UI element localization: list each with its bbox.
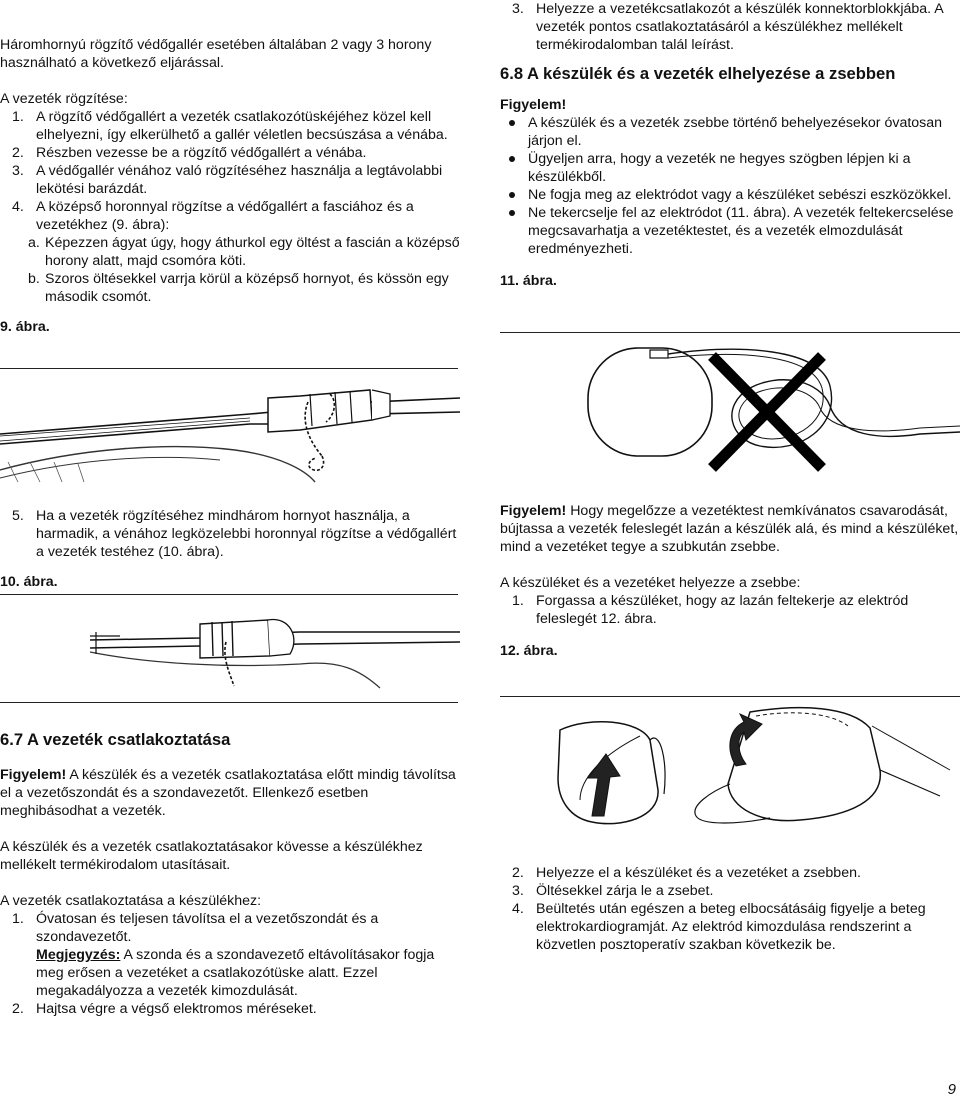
list-item: 3. Öltésekkel zárja le a zsebet.: [512, 883, 714, 899]
section-heading-6-8: 6.8 A készülék és a vezeték elhelyezése a zsebben: [500, 64, 896, 83]
list-item: 1. Óvatosan és teljesen távolítsa el a vezetőszondát és a szondavezetőt.: [12, 911, 379, 945]
right-mid-section: [500, 502, 960, 660]
figure-10-collar-three-grooves: [0, 598, 460, 692]
left-top-section: [0, 36, 460, 336]
section-rule: [0, 702, 458, 703]
figure-12-rule: [500, 696, 960, 697]
warning-paragraph: Figyelem! Hogy megelőzze a vezetéktest nemkívánatos csavarodását, bújtassa a vezeték feleslegét lazán a készülék alá, és mind a készüléket, mind a vezetéket tegye a szubkután zsebbe.: [500, 503, 959, 555]
list-subitem: a. Képezzen ágyat úgy, hogy áthurkol egy öltést a fascián a középső horony alatt, majd csomóra köti.: [28, 235, 460, 269]
list-item: 3. Helyezze a vezetékcsatlakozót a készülék konnektorblokkjába. A vezeték pontos csatlakoztatásáról a készülékhez mellékelt termékirodalomban talál leírást.: [512, 1, 943, 53]
figure-11-coiled-lead-crossed-out: [500, 336, 960, 474]
left-bottom-section: [0, 730, 460, 1018]
section-heading-6-7: 6.7 A vezeték csatlakoztatása: [0, 730, 231, 749]
left-mid-section: [0, 507, 460, 591]
list-item: 2. Hajtsa végre a végső elektromos méréseket.: [12, 1001, 317, 1017]
list-item: 1. Forgassa a készüléket, hogy az lazán feltekerje az elektród feleslegét 12. ábra.: [512, 593, 909, 627]
list-item: 4. Beültetés után egészen a beteg elbocsátásáig figyelje a beteg elektrokardiogramját. Az elektród kimozdulása rendszerint a közvetlen posztoperatív szakban következik be.: [512, 901, 926, 953]
intro-paragraph: A készüléket és a vezetéket helyezze a zsebbe:: [500, 575, 801, 591]
figure-9-label: 9. ábra.: [0, 319, 50, 335]
note-item: Megjegyzés: A szonda és a szondavezető eltávolításakor fogja meg erősen a vezetéket a csatlakozótüske alatt. Ezzel megakadályozza a vezeték kimozdulását.: [36, 947, 435, 999]
figure-12-label: 12. ábra.: [500, 643, 558, 659]
bullet-icon: [509, 192, 515, 198]
subheading-csatlakoztatas: A vezeték csatlakoztatása a készülékhez:: [0, 893, 262, 909]
list-item: 5. Ha a vezeték rögzítéséhez mindhárom hornyot használja, a harmadik, a vénához legközelebbi horonnyal rögzítse a védőgallért a vezeték testéhez (10. ábra).: [12, 508, 457, 560]
figure-10-label: 10. ábra.: [0, 574, 58, 590]
figure-12-rotating-device-into-pocket: [500, 700, 960, 836]
figure-11-rule: [500, 332, 960, 333]
bullet-icon: [509, 210, 515, 216]
warning-bullets: [500, 114, 960, 258]
list-item: 4. A középső horonnyal rögzítse a védőgallért a fasciához és a vezetékhez (9. ábra):: [12, 199, 414, 233]
instructions-paragraph: A készülék és a vezeték csatlakoztatásakor kövesse a készülékhez mellékelt termékirodalom utasításait.: [0, 839, 423, 873]
subheading-rogzites: A vezeték rögzítése:: [0, 91, 128, 107]
figure-10-rule: [0, 594, 458, 595]
bullet-icon: [509, 120, 515, 126]
intro-paragraph: Háromhornyú rögzítő védőgallér esetében általában 2 vagy 3 horony használható a következő eljárással.: [0, 37, 432, 71]
bullet-item: Ügyeljen arra, hogy a vezeték ne hegyes szögben lépjen ki a készülékből.: [500, 150, 960, 186]
warning-paragraph: Figyelem! A készülék és a vezeték csatlakoztatása előtt mindig távolítsa el a vezetőszondát és a szondavezetőt. Ellenkező esetben meghibásodhat a vezeték.: [0, 767, 456, 819]
pocket-steps: [500, 864, 960, 954]
page-number: 9: [947, 1081, 956, 1098]
right-bottom-section: [500, 864, 960, 954]
figure-9-lead-collar-illustration: [0, 372, 460, 484]
list-item: 2. Részben vezesse be a rögzítő védőgallért a vénába.: [12, 145, 367, 161]
bullet-item: Ne fogja meg az elektródot vagy a készüléket sebészi eszközökkel.: [500, 186, 960, 204]
warning-label: Figyelem!: [500, 97, 567, 113]
bullet-item: Ne tekercselje fel az elektródot (11. ábra). A vezeték feltekercselése megcsavarhatja a vezetéktestet, és a vezeték elmozdulását eredményezheti.: [500, 204, 960, 258]
bullet-item: A készülék és a vezeték zsebbe történő behelyezésekor óvatosan járjon el.: [500, 114, 960, 150]
fixation-steps: [0, 108, 460, 306]
bullet-icon: [509, 156, 515, 162]
list-item: 1. A rögzítő védőgallért a vezeték csatlakozótüskéjéhez közel kell elhelyezni, így elkerülhető a gallér véletlen becsúszása a vénába.: [12, 109, 448, 143]
figure-9-rule: [0, 368, 458, 369]
list-item: 3. A védőgallér vénához való rögzítéséhez használja a legtávolabbi lekötési barázdát.: [12, 163, 443, 197]
right-top-section: [500, 0, 960, 290]
list-subitem: b. Szoros öltésekkel varrja körül a középső hornyot, és kössön egy második csomót.: [28, 271, 449, 305]
list-item: 2. Helyezze el a készüléket és a vezetéket a zsebben.: [512, 865, 861, 881]
figure-11-label: 11. ábra.: [500, 273, 557, 289]
